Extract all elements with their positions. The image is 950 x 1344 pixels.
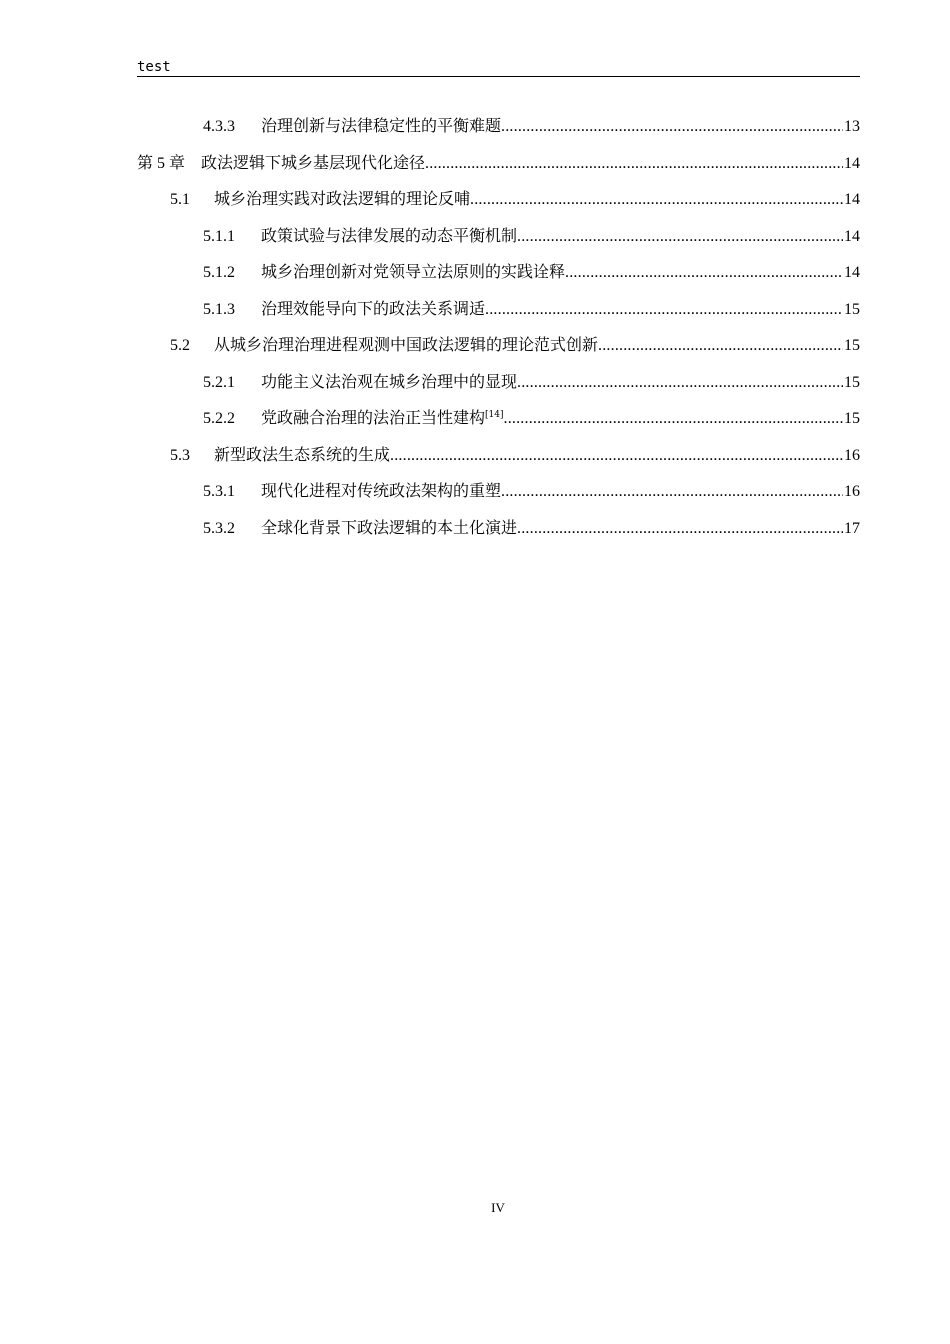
toc-entry-number: 5.3 — [170, 446, 190, 464]
toc-entry-number: 5.3.1 — [203, 483, 235, 500]
toc-entry-page: 13 — [844, 118, 860, 135]
toc-dot-leader — [517, 514, 843, 544]
toc-entry-page: 16 — [844, 483, 860, 500]
toc-entry-5-3-2[interactable] — [137, 513, 860, 550]
toc-entry-5-1[interactable] — [137, 184, 860, 221]
toc-dot-leader — [504, 404, 844, 434]
toc-entry-title: 新型政法生态系统的生成 — [214, 444, 391, 464]
toc-entry-page: 17 — [844, 519, 860, 537]
toc-entry-5-3[interactable] — [137, 440, 860, 477]
toc-entry-5-2-1[interactable] — [137, 367, 860, 404]
toc-entry-5-1-3[interactable] — [137, 294, 860, 331]
toc-entry-title: 城乡治理实践对政法逻辑的理论反哺 — [214, 189, 471, 208]
toc-entry-page: 14 — [844, 227, 860, 245]
toc-entry-4-3-3[interactable] — [137, 111, 860, 148]
toc-entry-title: 城乡治理创新对党领导立法原则的实践诠释 — [261, 262, 566, 281]
toc-entry-page: 15 — [844, 410, 860, 427]
toc-entry-number: 5.1.3 — [203, 300, 235, 318]
toc-entry-title: 政法逻辑下城乡基层现代化途径 — [201, 152, 426, 172]
toc-entry-number: 5.3.2 — [203, 519, 235, 537]
citation-superscript[interactable]: [14] — [485, 410, 504, 420]
toc-entry-page: 14 — [844, 191, 860, 208]
toc-entry-title — [261, 403, 504, 433]
toc-dot-leader — [485, 295, 843, 325]
toc-dot-leader — [517, 222, 843, 252]
toc-dot-leader — [470, 185, 843, 215]
page-header — [137, 58, 860, 77]
toc-dot-leader — [565, 258, 843, 288]
toc-entry-page: 16 — [844, 446, 860, 464]
toc-entry-5-1-2[interactable] — [137, 257, 860, 294]
toc-entry-chapter-5[interactable] — [137, 148, 860, 185]
toc-entry-5-2-2[interactable] — [137, 403, 860, 440]
toc-entry-number: 第 5 章 — [137, 154, 186, 172]
toc-entry-5-2[interactable] — [137, 330, 860, 367]
toc-entry-title-text: 党政融合治理的法治正当性建构 — [261, 408, 486, 427]
toc-entry-number: 5.2.1 — [203, 373, 235, 391]
toc-entry-title: 功能主义法治观在城乡治理中的显现 — [261, 371, 518, 391]
page-footer — [0, 1200, 950, 1216]
toc-entry-number: 5.2 — [170, 337, 190, 354]
toc-dot-leader — [598, 331, 843, 361]
toc-dot-leader — [425, 149, 843, 179]
toc-dot-leader — [501, 112, 843, 142]
toc-entry-title: 治理效能导向下的政法关系调适 — [261, 298, 486, 318]
toc-entry-number: 5.1.2 — [203, 264, 235, 281]
toc-entry-title: 从城乡治理治理进程观测中国政法逻辑的理论范式创新 — [214, 335, 599, 354]
toc-entry-page: 15 — [844, 337, 860, 354]
toc-entry-5-1-1[interactable] — [137, 221, 860, 258]
toc-entry-title: 政策试验与法律发展的动态平衡机制 — [261, 225, 518, 245]
toc-dot-leader — [390, 441, 843, 471]
header-title: test — [137, 59, 171, 75]
toc-entry-page: 15 — [844, 300, 860, 318]
toc-entry-number: 5.1.1 — [203, 227, 235, 245]
toc-entry-page: 15 — [844, 373, 860, 391]
toc-entry-title: 治理创新与法律稳定性的平衡难题 — [261, 116, 502, 135]
table-of-contents — [137, 111, 860, 549]
toc-entry-number: 5.2.2 — [203, 410, 235, 427]
toc-entry-page: 14 — [844, 154, 860, 172]
toc-entry-title: 全球化背景下政法逻辑的本土化演进 — [261, 517, 518, 537]
toc-entry-number: 5.1 — [170, 191, 190, 208]
toc-entry-5-3-1[interactable] — [137, 476, 860, 513]
toc-dot-leader — [501, 477, 843, 507]
toc-entry-page: 14 — [844, 264, 860, 281]
toc-entry-number: 4.3.3 — [203, 118, 235, 135]
toc-entry-title: 现代化进程对传统政法架构的重塑 — [261, 481, 502, 500]
page-number: IV — [491, 1200, 505, 1215]
toc-dot-leader — [517, 368, 843, 398]
